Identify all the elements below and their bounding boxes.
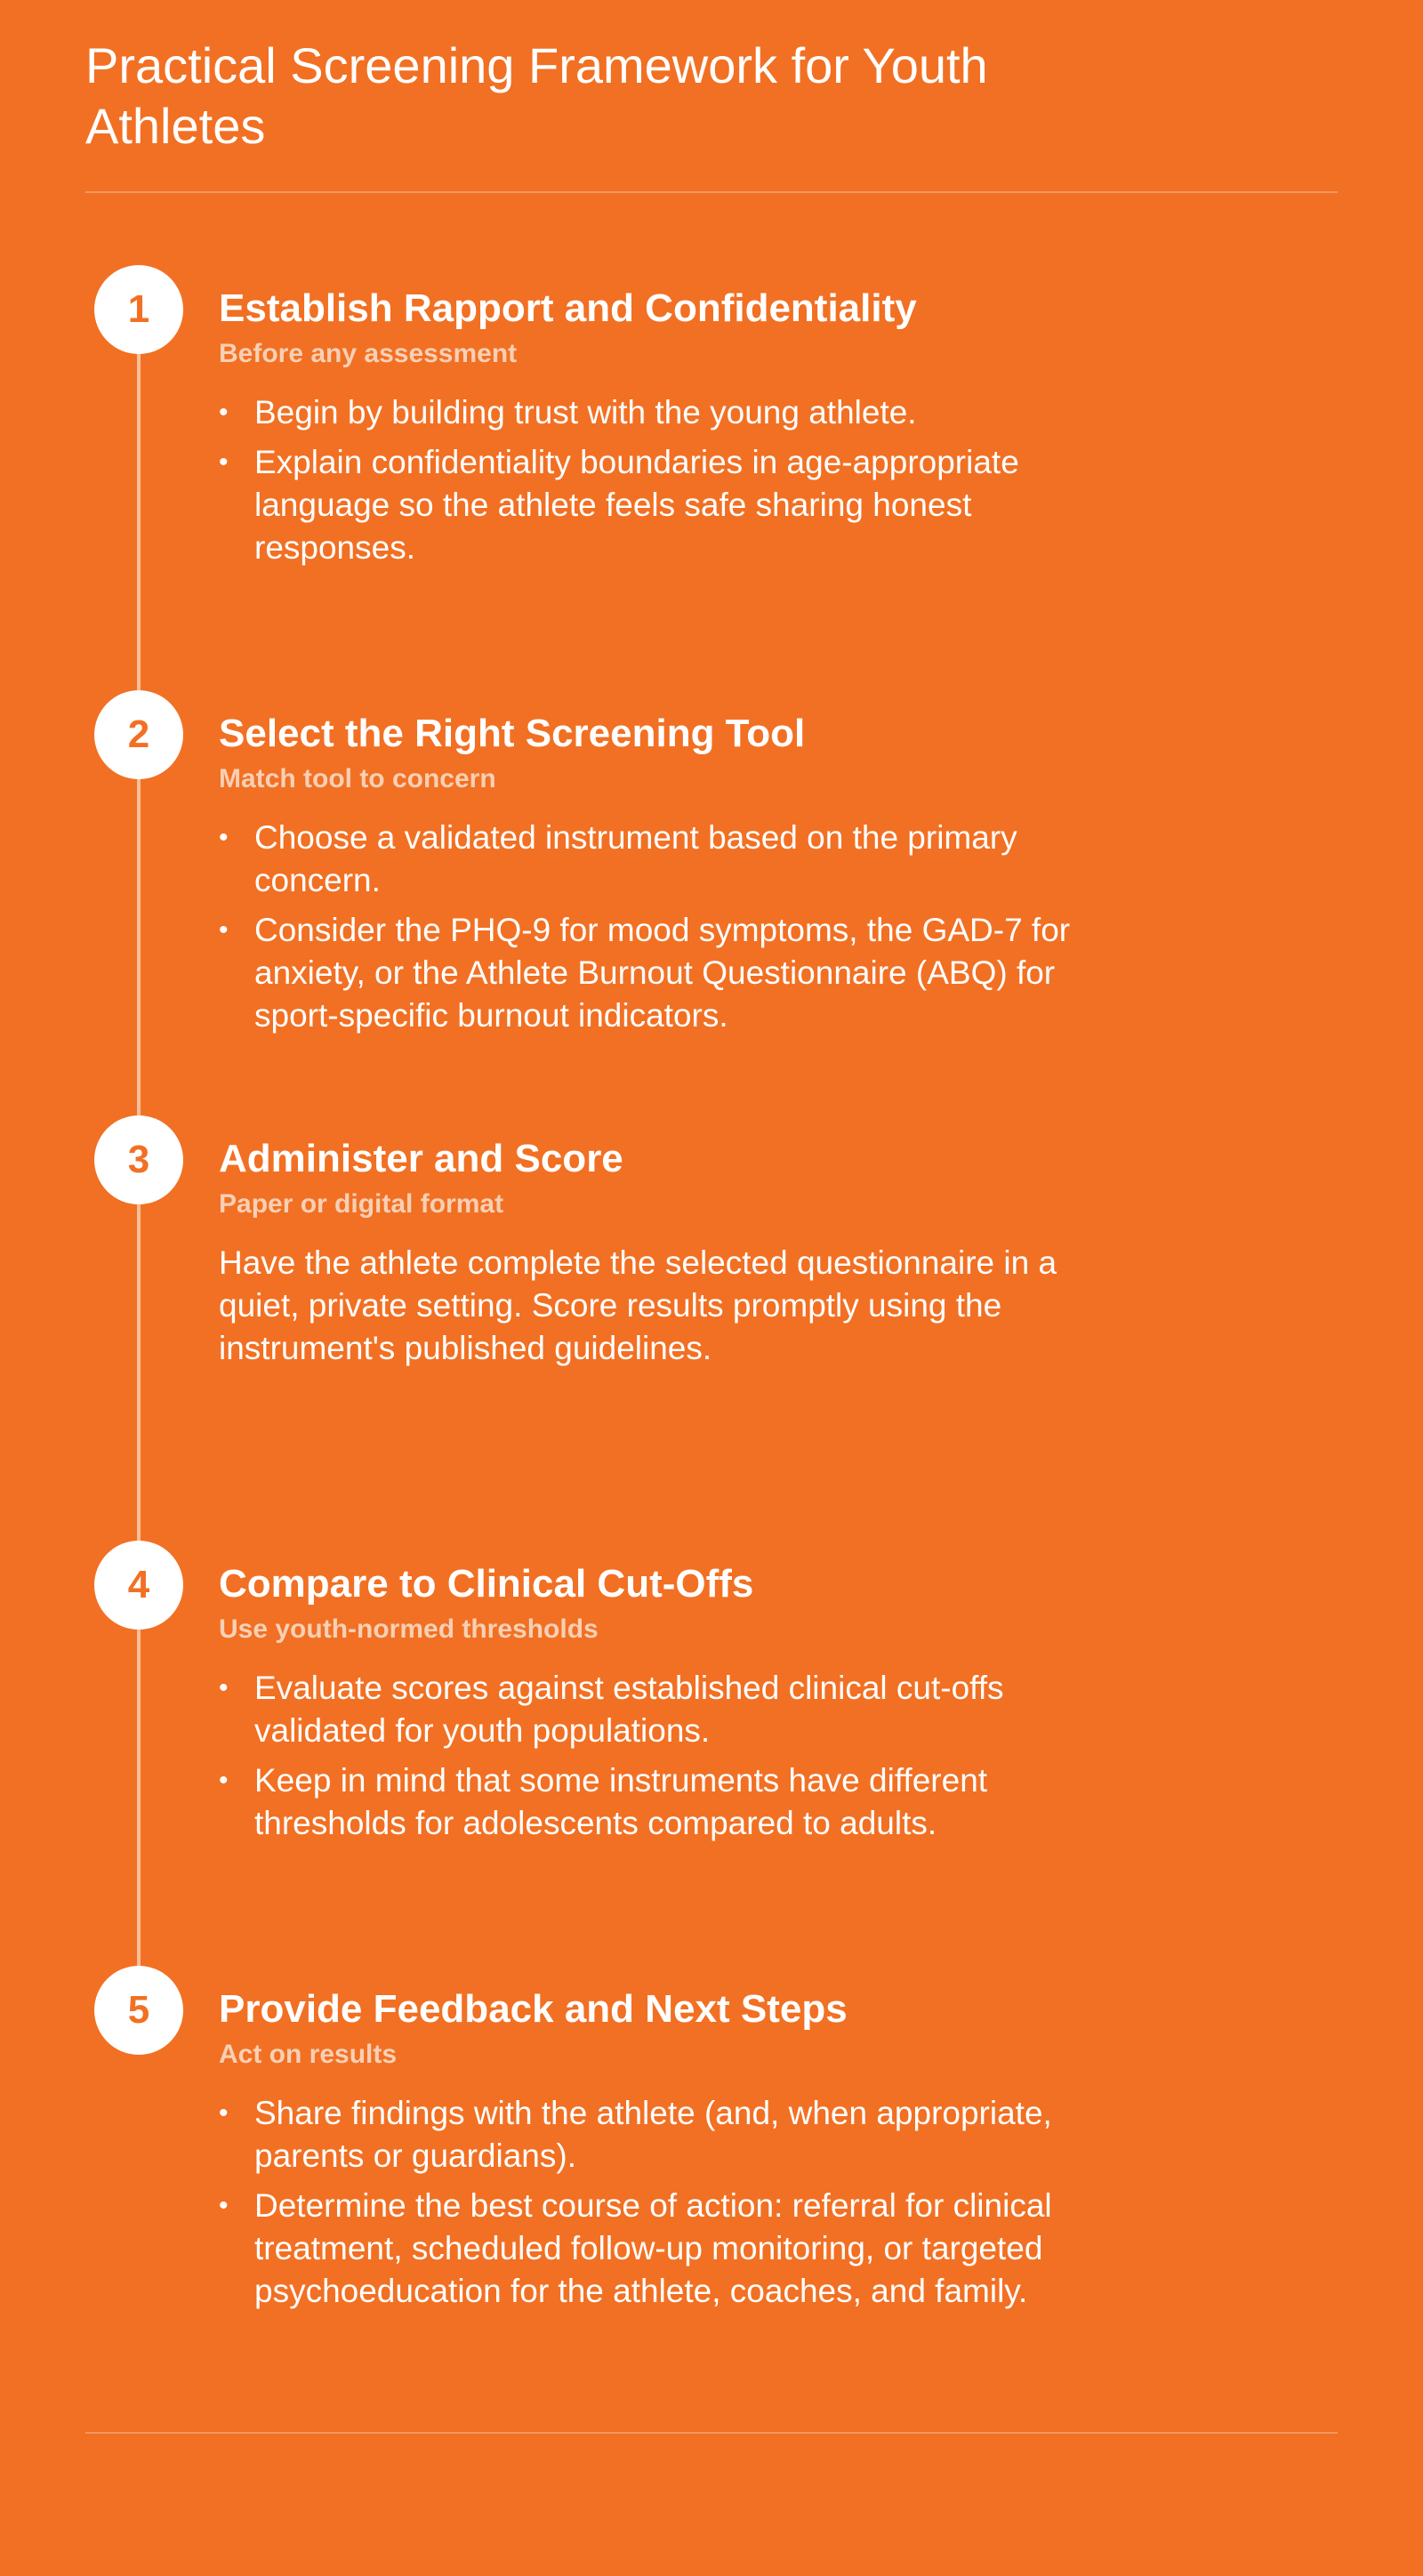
step-bullet-list: [219, 817, 1099, 1037]
step-content: [219, 1135, 1099, 1370]
step-content: [219, 285, 1099, 576]
list-item: • Share findings with the athlete (and, when appropriate, parents or guardians).: [219, 2092, 1099, 2178]
step-content: [219, 1560, 1099, 1852]
step-number-badge: 5: [94, 1966, 183, 2055]
list-item: • Keep in mind that some instruments have different thresholds for adolescents compared to adults.: [219, 1759, 1099, 1845]
step-number-badge: 4: [94, 1541, 183, 1630]
step-title: Select the Right Screening Tool: [219, 712, 806, 755]
step-title: Administer and Score: [219, 1137, 623, 1180]
header-divider: [85, 191, 1338, 193]
list-item: • Explain confidentiality boundaries in age-appropriate language so the athlete feels safe sharing honest responses.: [219, 441, 1099, 569]
step-number-badge: 3: [94, 1115, 183, 1204]
list-item: • Determine the best course of action: referral for clinical treatment, scheduled follow-up monitoring, or targeted psychoeducation for the athlete, coaches, and family.: [219, 2185, 1099, 2313]
step-subtitle: Act on results: [219, 2040, 398, 2069]
step-subtitle: Match tool to concern: [219, 764, 496, 793]
list-item: • Choose a validated instrument based on the primary concern.: [219, 817, 1099, 902]
step-number-badge: 1: [94, 265, 183, 354]
list-item: • Consider the PHQ-9 for mood symptoms, the GAD-7 for anxiety, or the Athlete Burnout Questionnaire (ABQ) for sport-specific burnout indicators.: [219, 909, 1099, 1037]
step-bullet-list: [219, 1667, 1099, 1845]
list-item: • Evaluate scores against established clinical cut-offs validated for youth populations.: [219, 1667, 1099, 1752]
step-title: Provide Feedback and Next Steps: [219, 1987, 848, 2031]
step-subtitle: Paper or digital format: [219, 1189, 504, 1219]
step-title: Establish Rapport and Confidentiality: [219, 286, 917, 330]
step-subtitle: Before any assessment: [219, 339, 518, 368]
page-title: Practical Screening Framework for Youth Athletes: [85, 37, 988, 154]
step-subtitle: Use youth-normed thresholds: [219, 1614, 599, 1644]
step-paragraph: Have the athlete complete the selected questionnaire in a quiet, private setting. Score results promptly using the instrument's published guidelines.: [219, 1244, 1057, 1366]
step-content: [219, 710, 1099, 1044]
step-number-badge: 2: [94, 690, 183, 779]
step-bullet-list: [219, 391, 1099, 569]
step-title: Compare to Clinical Cut-Offs: [219, 1562, 754, 1606]
footer-divider: [85, 2432, 1338, 2434]
step-bullet-list: [219, 2092, 1099, 2313]
step-content: [219, 1985, 1099, 2320]
list-item: • Begin by building trust with the young athlete.: [219, 391, 1099, 434]
